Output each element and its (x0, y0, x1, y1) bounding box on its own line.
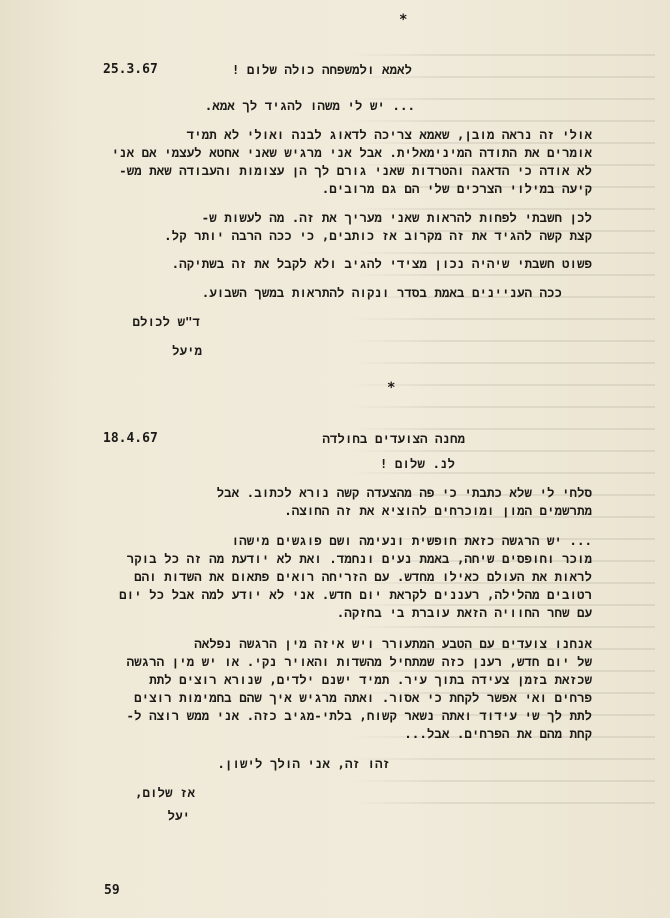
letter2-signature: יעל (167, 808, 190, 823)
letter1-date: 25.3.67 (103, 62, 158, 77)
letter2-p1-l1: סלחי לי שלא כתבתי כי פה מהצעדה קשה נורא לכתוב. אבל (216, 485, 592, 500)
letter1-p4-l1: פשוט חשבתי שיהיה נכון מצידי להגיב ולא לקבל את זה בשתיקה. (171, 256, 592, 271)
letter2-p1-l2: מתרשמים המון ומוכרחים להוציא את זה החוצה. (284, 503, 592, 518)
letter2-date: 18.4.67 (103, 431, 158, 446)
letter1-p2-l2: אומרים את התודה המינימאלית. אבל אני מרגיש שאני אחטא לעצמי אם אני (111, 145, 592, 160)
letter2-p3-l5: לתת לך שי עידוד ואתה נשאר קשוח, בלתי-מגיב כזה. אני ממש רוצה ל- (126, 708, 592, 723)
letter1-p3-l1: לכן חשבתי לפחות להראות שאני מעריך את זה. מה לעשות ש- (201, 210, 592, 225)
letter2-p2-l1: ... יש הרגשה כזאת חופשית ונעימה ושם פוגשים מישהו (231, 533, 592, 548)
letter2-p2-l4: רטובים מהלילה, רעננים לקראת יום חדש. אני לא יודע למה אבל כל יום (119, 587, 592, 602)
letter2-closing: אז שלום, (134, 785, 195, 800)
letter1-p1-l1: ... יש לי משהו להגיד לך אמא. (204, 98, 415, 113)
letter2-p2-l3: לראות את העולם כאילו מחדש. עם הזריחה רואים פתאום את השדות והם (134, 569, 592, 584)
page-number: 59 (104, 883, 120, 898)
letter2-p3-l1: אנחנו צועדים עם הטבע המתעורר ויש איזה מין הרגשה נפלאה (194, 636, 592, 651)
letter2-p3-l4: פרחים ואי אפשר לקחת כי אסור. ואתה מרגיש איך שהם בחמימות רוצים (134, 690, 592, 705)
letter1-signature: מיעל (171, 343, 202, 358)
letter2-p4-l1: זהו זה, אני הולך לישון. (217, 756, 390, 771)
letter1-p2-l4: קיעה במילוי הצרכים שלי הם גם מרובים. (321, 181, 592, 196)
letter2-p3-l3: שכזאת בזמן צעידה בתוך עיר. תמיד ישנם ילדים, שנורא רוצים לתת (149, 672, 592, 687)
letter2-p2-l2: מוכר וחופסים שיחה, באמת נעים ונחמד. ואת לא יודעת מה זה כל בוקר (126, 551, 592, 566)
letter1-closing: ד"ש לכולם (132, 314, 200, 329)
letter2-salutation: לנ. שלום ! (379, 456, 455, 471)
letter1-p2-l3: לא אודה כי הדאגה והטרדות שאני גורם לך הן עצומות והעבודה שאת מש- (119, 163, 592, 178)
letter1-p2-l1: אולי זה נראה מובן, שאמא צריכה לדאוג לבנה ואולי לא תמיד (186, 127, 592, 142)
separator-star-top: * (399, 12, 408, 28)
letter2-p3-l6: קחת מהם את הפרחים. אבל... (404, 726, 592, 741)
letter2-p2-l5: עם שחר החוויה הזאת עוברת בי בחזקה. (336, 605, 592, 620)
letter2-place: מחנה הצועדים בחולדה (322, 431, 465, 446)
letter1-p5-l1: ככה העניינים באמת בסדר ונקוה להתראות במשך השבוע. (201, 285, 562, 300)
separator-star-middle: * (387, 380, 396, 396)
letter2-p3-l2: של יום חדש, רענן כזה שמתחיל מהשדות והאויר נקי. או יש מין הרגשה (126, 654, 592, 669)
letter1-p3-l2: קצת קשה להגיד את זה מקרוב אז כותבים, כי ככה הרבה יותר קל. (164, 228, 592, 243)
letter1-salutation: לאמא ולמשפחה כולה שלום ! (231, 62, 412, 77)
